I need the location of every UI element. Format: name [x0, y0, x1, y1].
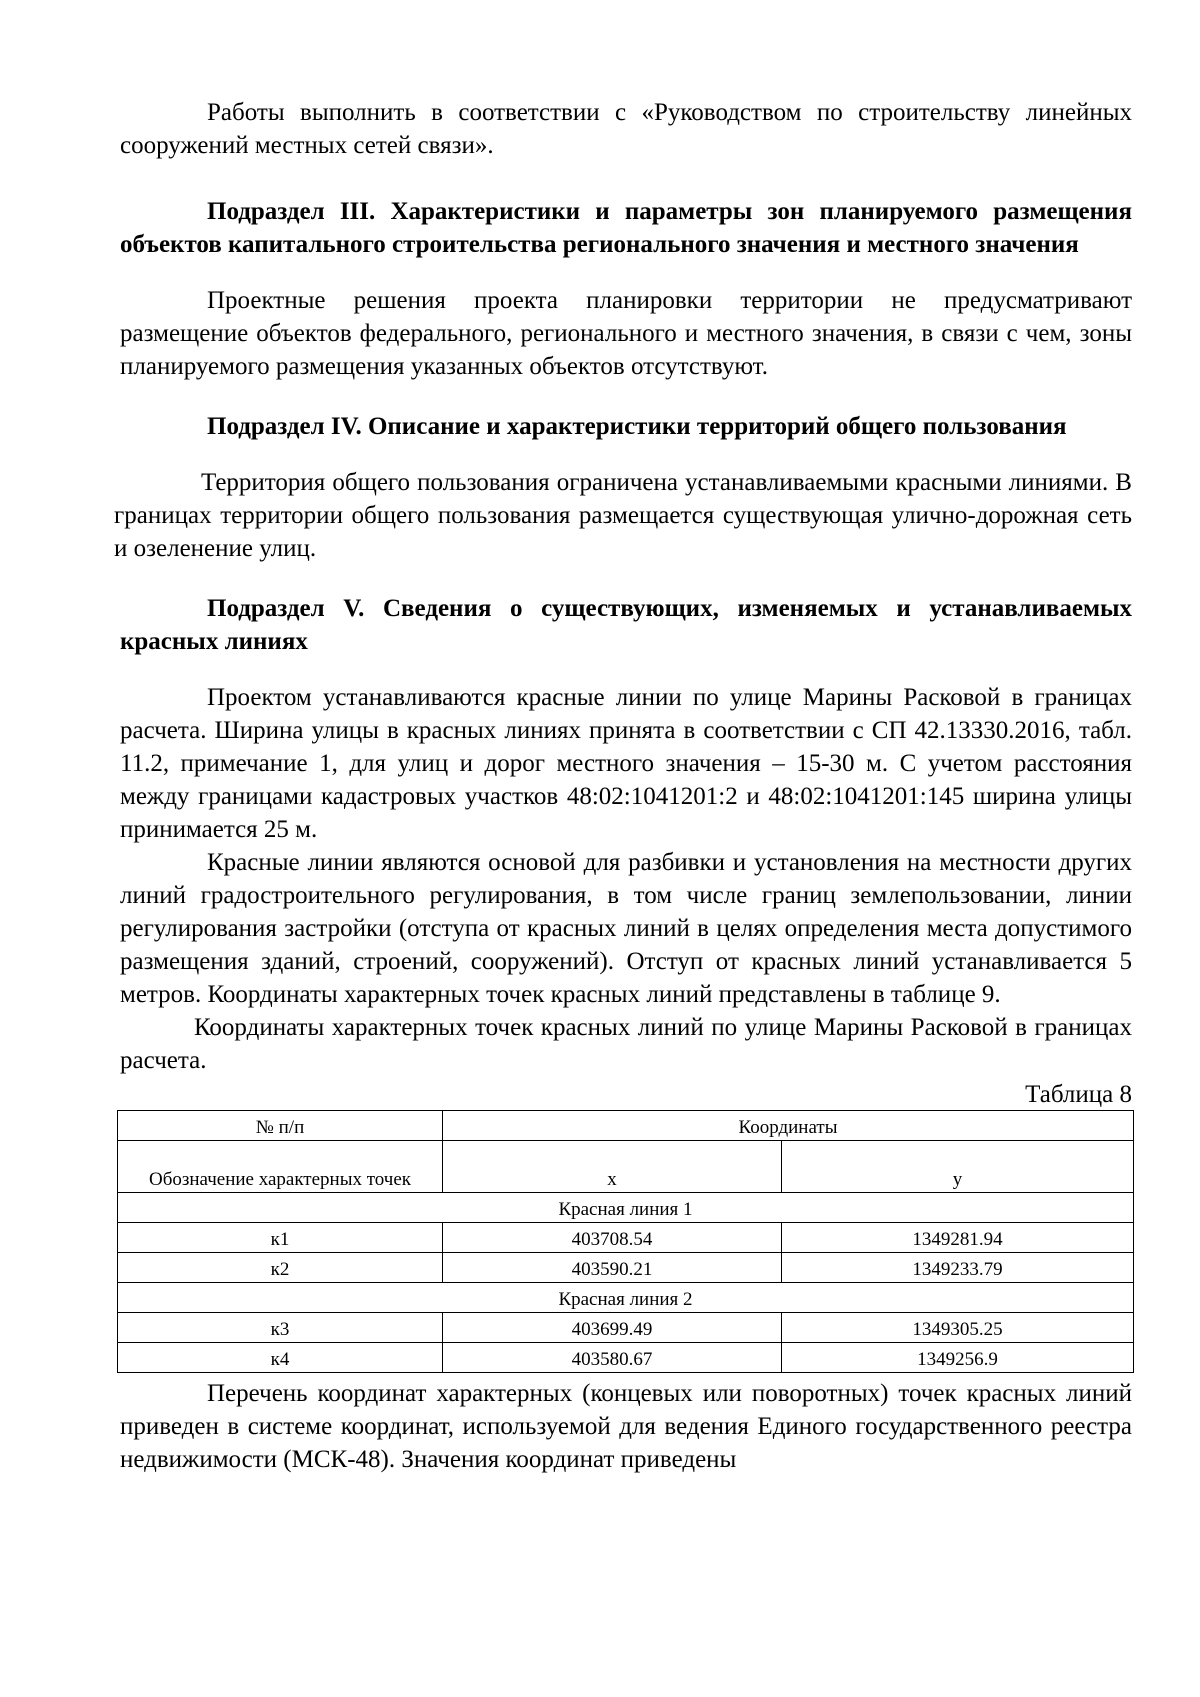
table-row [118, 1253, 1134, 1283]
coord-x: 403708.54 [443, 1223, 782, 1253]
coord-y: 1349281.94 [782, 1223, 1134, 1253]
point-label: к3 [118, 1313, 443, 1343]
header-coordinates: Координаты [443, 1111, 1134, 1141]
heading-section-5: Подраздел V. Сведения о существующих, изменяемых и устанавливаемых красных линиях [120, 595, 1132, 655]
header-x: x [443, 1141, 782, 1193]
coordinates-table [117, 1110, 1134, 1373]
header-points: Обозначение характерных точек [118, 1141, 443, 1193]
coord-x: 403580.67 [443, 1343, 782, 1373]
table-caption: Таблица 8 [1025, 1081, 1132, 1108]
heading-section-4: Подраздел IV. Описание и характеристики территорий общего пользования [207, 413, 1067, 440]
table-group-row [118, 1193, 1134, 1223]
coord-y: 1349233.79 [782, 1253, 1134, 1283]
coord-y: 1349305.25 [782, 1313, 1134, 1343]
header-number: № п/п [118, 1111, 443, 1141]
point-label: к4 [118, 1343, 443, 1373]
document-page [114, 96, 1132, 1476]
paragraph-section-5-1: Проектом устанавливаются красные линии по улице Марины Расковой в границах расчета. Ширина улицы в красных линиях принята в соответствии с СП 42.13330.2016, табл. 11.2, примечание 1, для улиц и дорог местного значения – 15-30 м. С учетом расстояния между границами кадастровых участков 48:02:1041201:2 и 48:02:1041201:145 ширина улицы принимается 25 м. [120, 684, 1132, 843]
group-name: Красная линия 2 [118, 1283, 1134, 1313]
coord-y: 1349256.9 [782, 1343, 1134, 1373]
heading-section-3: Подраздел III. Характеристики и параметры зон планируемого размещения объектов капитального строительства регионального значения и местного значения [120, 198, 1132, 258]
table-group-row [118, 1283, 1134, 1313]
header-y: y [782, 1141, 1134, 1193]
group-name: Красная линия 1 [118, 1193, 1134, 1223]
table-header-row [118, 1111, 1134, 1141]
table-row [118, 1313, 1134, 1343]
paragraph-intro: Работы выполнить в соответствии с «Руководством по строительству линейных сооружений местных сетей связи». [120, 99, 1132, 159]
coord-x: 403590.21 [443, 1253, 782, 1283]
paragraph-section-3: Проектные решения проекта планировки территории не предусматривают размещение объектов федерального, регионального и местного значения, в связи с чем, зоны планируемого размещения указанных объектов отсутствуют. [120, 287, 1132, 380]
table-row [118, 1343, 1134, 1373]
coord-x: 403699.49 [443, 1313, 782, 1343]
paragraph-section-4: Территория общего пользования ограничена устанавливаемыми красными линиями. В границах территории общего пользования размещается существующая улично-дорожная сеть и озеленение улиц. [114, 469, 1132, 562]
table-row [118, 1223, 1134, 1253]
paragraph-final: Перечень координат характерных (концевых или поворотных) точек красных линий приведен в системе координат, используемой для ведения Единого государственного реестра недвижимости (МСК-48). Значения координат приведены [120, 1380, 1132, 1473]
paragraph-section-5-3: Координаты характерных точек красных линий по улице Марины Расковой в границах расчета. [120, 1014, 1132, 1074]
table-subheader-row [118, 1141, 1134, 1193]
point-label: к2 [118, 1253, 443, 1283]
point-label: к1 [118, 1223, 443, 1253]
paragraph-section-5-2: Красные линии являются основой для разбивки и установления на местности других линий градостроительного регулирования, в том числе границ землепользовании, линии регулирования застройки (отступа от красных линий в целях определения места допустимого размещения зданий, строений, сооружений). Отступ от красных линий устанавливается 5 метров. Координаты характерных точек красных линий представлены в таблице 9. [120, 849, 1132, 1008]
